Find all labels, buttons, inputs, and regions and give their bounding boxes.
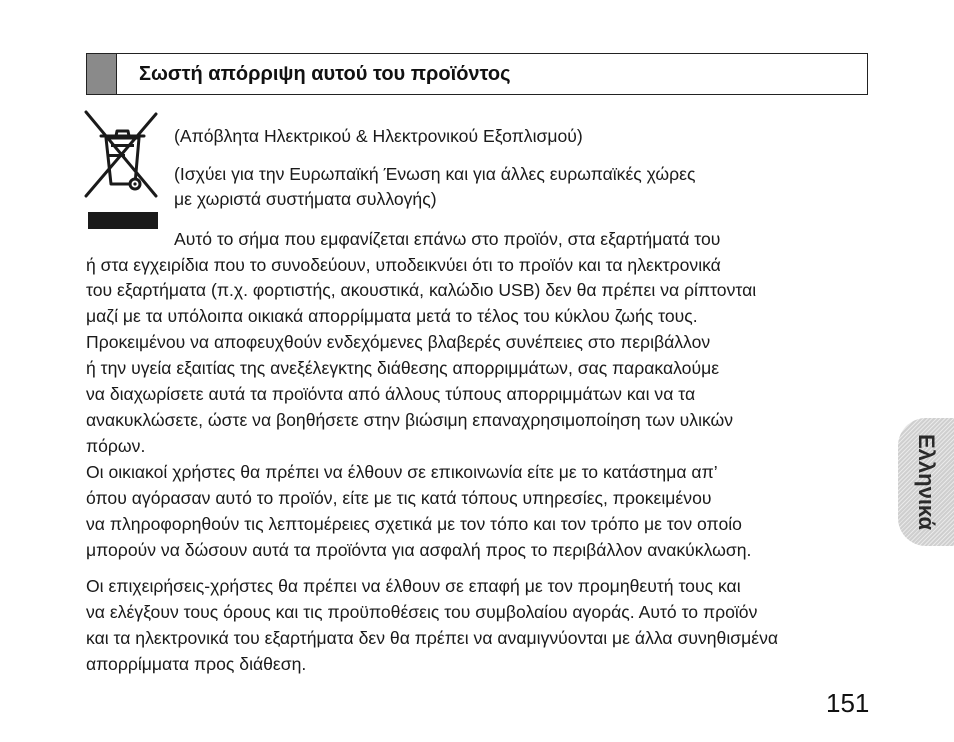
section-header bbox=[86, 53, 868, 95]
paragraph-line: του εξαρτήματα (π.χ. φορτιστής, ακουστικά, καλώδιο USB) δεν θα πρέπει να ρίπτονται bbox=[86, 280, 757, 300]
crossed-out-wheelie-bin-icon bbox=[84, 110, 160, 230]
paragraph-line: Προκειμένου να αποφευχθούν ενδεχόμενες βλαβερές συνέπειες στο περιβάλλον bbox=[86, 332, 711, 352]
paragraph-line: Οι οικιακοί χρήστες θα πρέπει να έλθουν σε επικοινωνία είτε με το κατάστημα απ’ bbox=[86, 462, 718, 482]
page-number: 151 bbox=[826, 688, 870, 718]
language-side-tab bbox=[898, 418, 954, 546]
paragraph-line: να ελέγξουν τους όρους και τις προϋποθέσεις του συμβολαίου αγοράς. Αυτό το προϊόν bbox=[86, 602, 758, 622]
paragraph-line: μαζί με τα υπόλοιπα οικιακά απορρίμματα μετά το τέλος του κύκλου ζωής τους. bbox=[86, 306, 698, 326]
section-header-marker bbox=[87, 54, 117, 94]
paragraph-line: ανακυκλώσετε, ώστε να βοηθήσετε στην βιώσιμη επαναχρησιμοποίηση των υλικών bbox=[86, 410, 734, 430]
paragraph-line: να πληροφορηθούν τις λεπτομέρειες σχετικά με τον τόπο και τον τρόπο με τον οποίο bbox=[86, 514, 742, 534]
paragraph-line: ή την υγεία εξαιτίας της ανεξέλεγκτης διάθεσης απορριμμάτων, σας παρακαλούμε bbox=[86, 358, 720, 378]
language-label: Ελληνικά bbox=[914, 434, 939, 530]
paragraph-line: πόρων. bbox=[86, 436, 146, 456]
paragraph-line: και τα ηλεκτρονικά του εξαρτήματα δεν θα πρέπει να αναμιγνύονται με άλλα συνηθισμένα bbox=[86, 628, 779, 648]
waste-type-note: (Απόβλητα Ηλεκτρικού & Ηλεκτρονικού Εξοπλισμού) bbox=[174, 126, 583, 146]
paragraph-line: όπου αγόρασαν αυτό το προϊόν, είτε με τις κατά τόπους υπηρεσίες, προκειμένου bbox=[86, 488, 712, 508]
paragraph-line: Οι επιχειρήσεις-χρήστες θα πρέπει να έλθουν σε επαφή με τον προμηθευτή τους και bbox=[86, 576, 741, 596]
paragraph-line: μπορούν να δώσουν αυτά τα προϊόντα για ασφαλή προς το περιβάλλον ανακύκλωση. bbox=[86, 540, 752, 560]
paragraph-line: Αυτό το σήμα που εμφανίζεται επάνω στο προϊόν, στα εξαρτήματά του bbox=[174, 229, 721, 249]
paragraph-line: ή στα εγχειρίδια που το συνοδεύουν, υποδεικνύει ότι το προϊόν και τα ηλεκτρονικά bbox=[86, 255, 721, 275]
paragraph-line: απορρίμματα προς διάθεση. bbox=[86, 654, 307, 674]
scope-note-line-1: (Ισχύει για την Ευρωπαϊκή Ένωση και για άλλες ευρωπαϊκές χώρες bbox=[174, 164, 696, 184]
section-title: Σωστή απόρριψη αυτού του προϊόντος bbox=[139, 63, 511, 85]
paragraph-line: να διαχωρίσετε αυτά τα προϊόντα από άλλους τύπους απορριμμάτων και να τα bbox=[86, 384, 696, 404]
scope-note-line-2: με χωριστά συστήματα συλλογής) bbox=[174, 189, 437, 209]
